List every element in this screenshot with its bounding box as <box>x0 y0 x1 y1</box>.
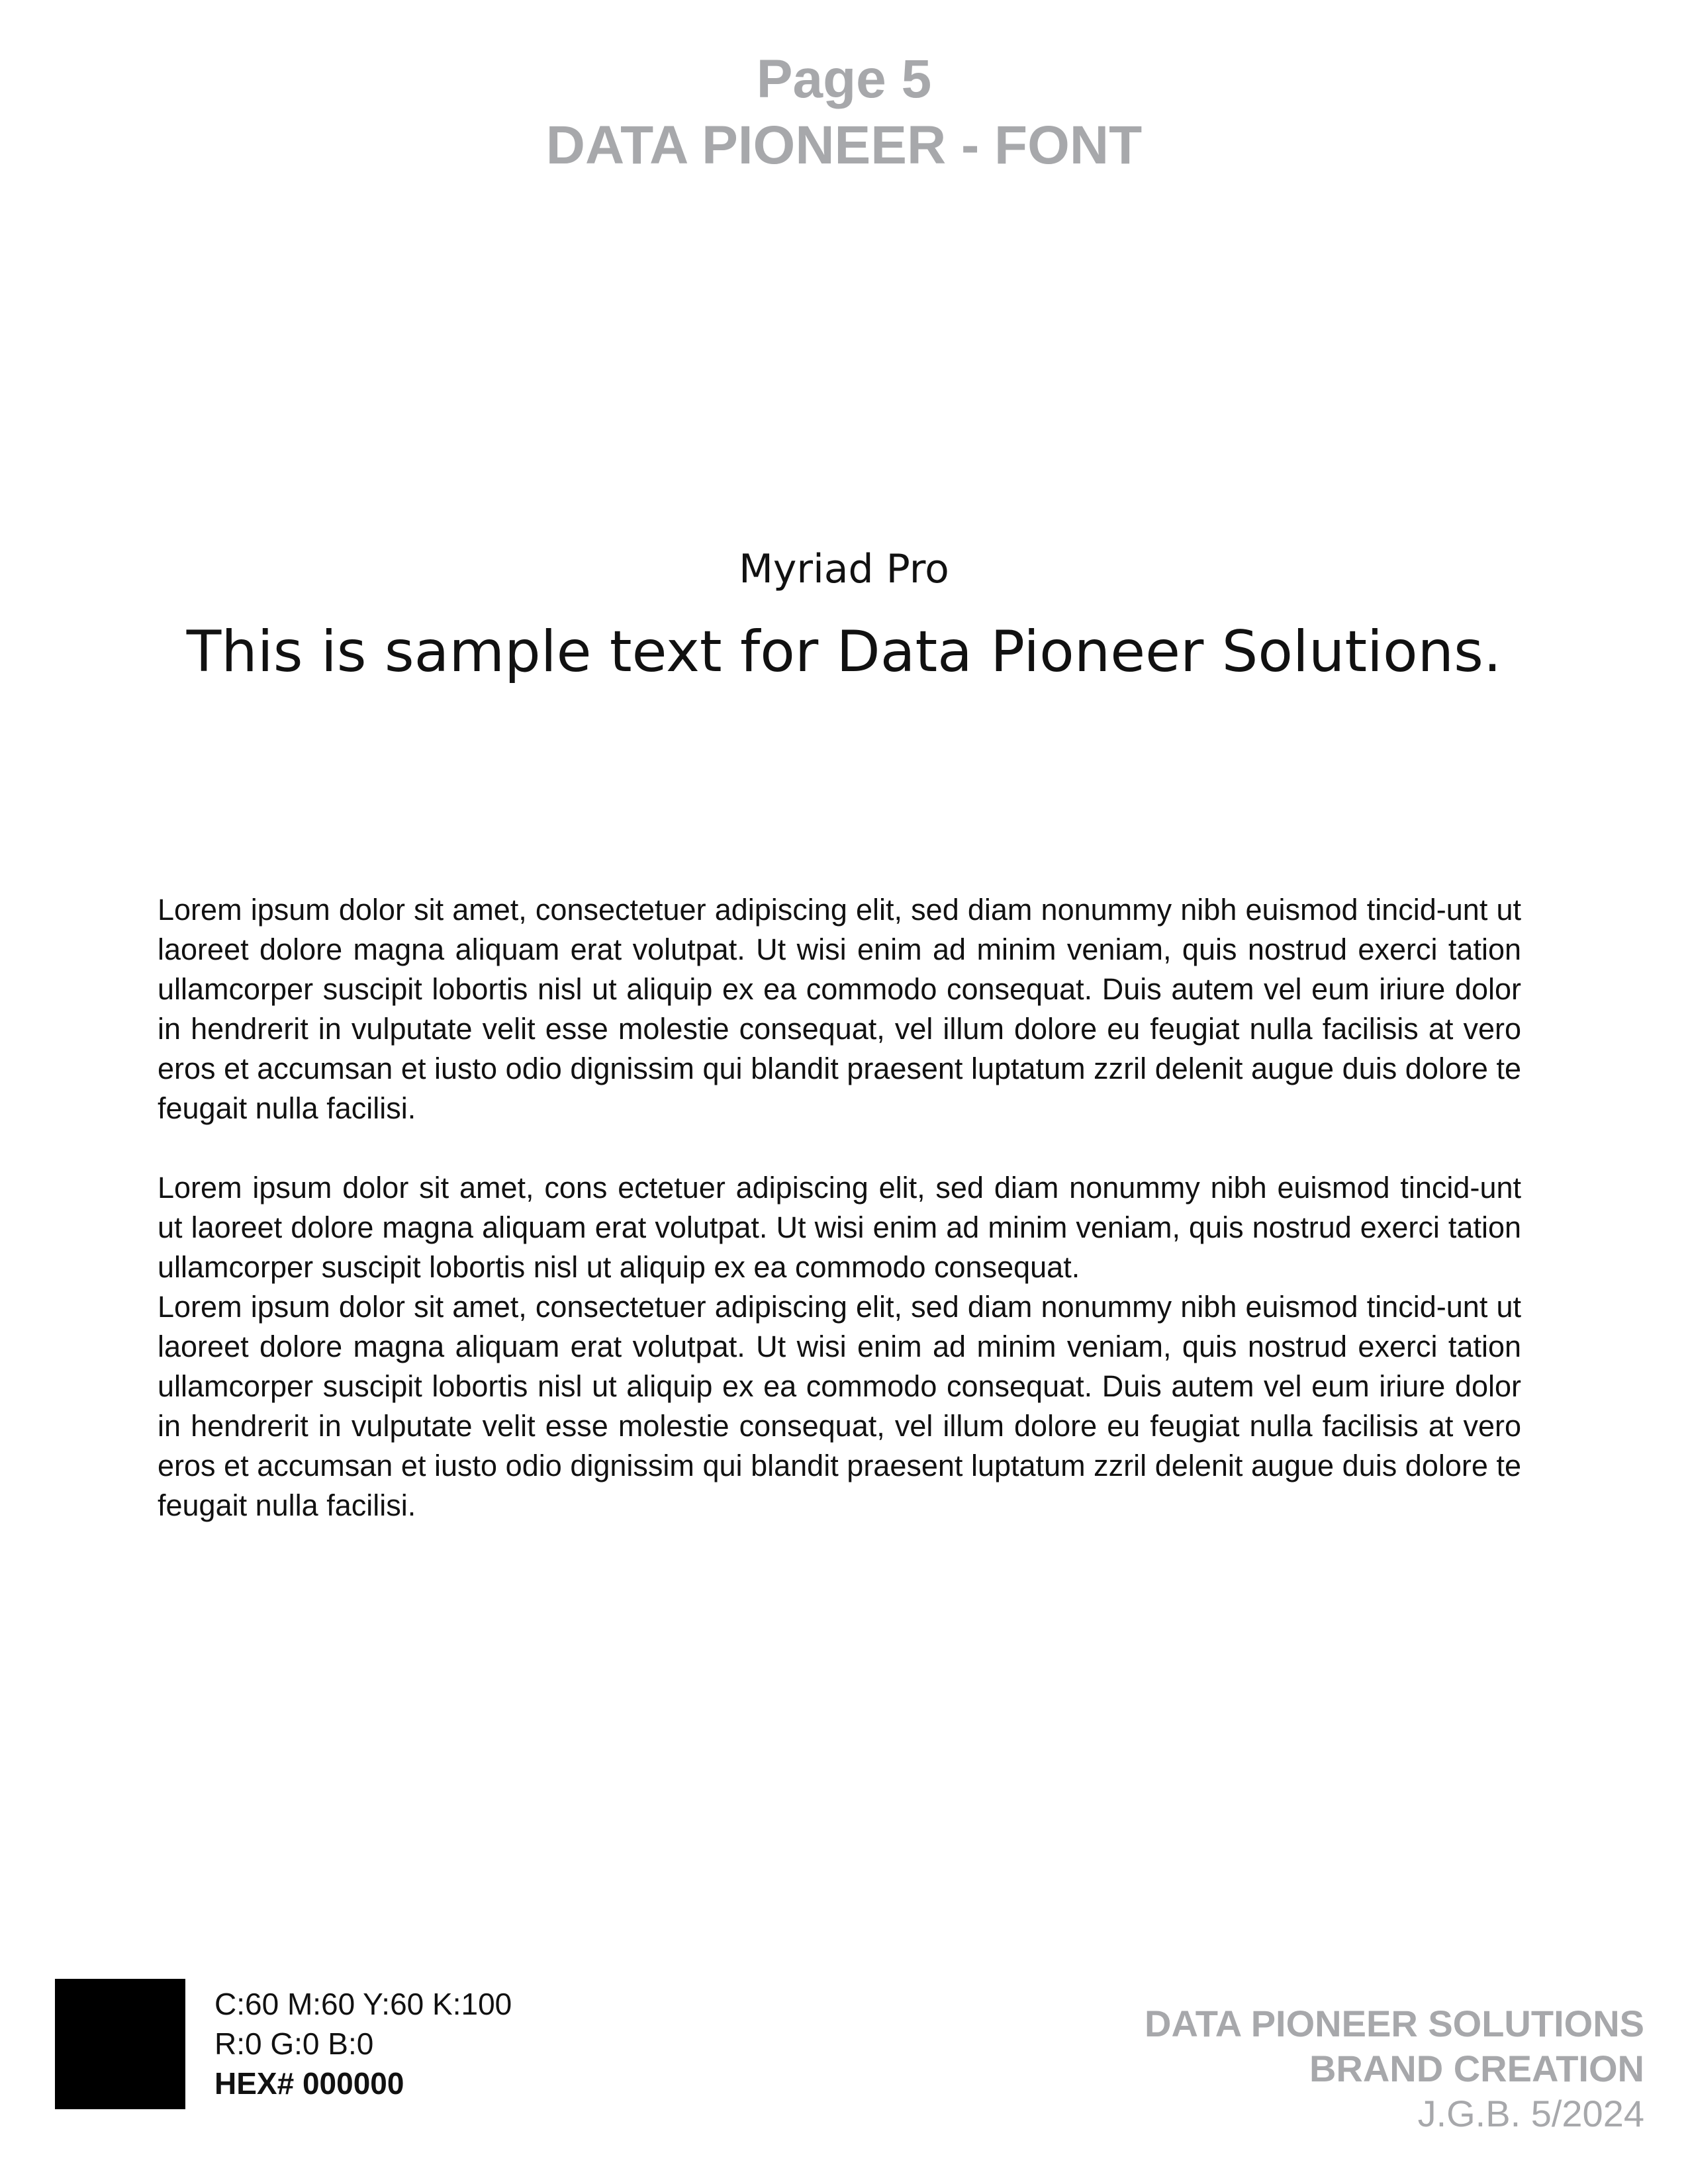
footer-credit: J.G.B. 5/2024 <box>1417 2093 1644 2134</box>
font-name-label: Myriad Pro <box>739 546 949 592</box>
cmyk-value: C:60 M:60 Y:60 K:100 <box>214 1987 512 2021</box>
color-swatch <box>55 1979 185 2109</box>
page-number: Page 5 <box>756 49 932 109</box>
body-paragraph: Lorem ipsum dolor sit amet, cons ectetuer adipiscing elit, sed diam nonummy nibh euismod tincid-unt ut laoreet dolore magna aliquam erat volutpat. Ut wisi enim ad minim veniam, quis nostrud exerci tation ullamcorper suscipit lobortis nisl ut aliquip ex ea commodo consequat. <box>158 1171 1521 1284</box>
footer-section: BRAND CREATION <box>1309 2048 1644 2089</box>
body-paragraph: Lorem ipsum dolor sit amet, consectetuer adipiscing elit, sed diam nonummy nibh euismod tincid-unt ut laoreet dolore magna aliquam erat volutpat. Ut wisi enim ad minim veniam, quis nostrud exerci tation ullamcorper suscipit lobortis nisl ut aliquip ex ea commodo consequat. Duis autem vel eum iriure dolor in hendrerit in vulputate velit esse molestie consequat, vel illum dolore eu feugiat nulla facilisis at vero eros et accumsan et iusto odio dignissim qui blandit praesent luptatum zzril delenit augue duis dolore te feugait nulla facilisi. <box>158 1290 1521 1522</box>
footer-credits <box>1145 2001 1644 2136</box>
font-sample-headline: This is sample text for Data Pioneer Solutions. <box>186 619 1502 685</box>
color-values <box>214 1984 512 2103</box>
rgb-value: R:0 G:0 B:0 <box>214 2026 374 2061</box>
body-paragraph: Lorem ipsum dolor sit amet, consectetuer adipiscing elit, sed diam nonummy nibh euismod tincid-unt ut laoreet dolore magna aliquam erat volutpat. Ut wisi enim ad minim veniam, quis nostrud exerci tation ullamcorper suscipit lobortis nisl ut aliquip ex ea commodo consequat. Duis autem vel eum iriure dolor in hendrerit in vulputate velit esse molestie consequat, vel illum dolore eu feugiat nulla facilisis at vero eros et accumsan et iusto odio dignissim qui blandit praesent luptatum zzril delenit augue duis dolore te feugait nulla facilisi. <box>158 893 1521 1125</box>
body-copy <box>158 890 1521 1525</box>
footer-company: DATA PIONEER SOLUTIONS <box>1145 2003 1644 2044</box>
page-title: DATA PIONEER - FONT <box>545 115 1143 175</box>
hex-value: HEX# 000000 <box>214 2066 404 2101</box>
page-header <box>0 46 1688 179</box>
